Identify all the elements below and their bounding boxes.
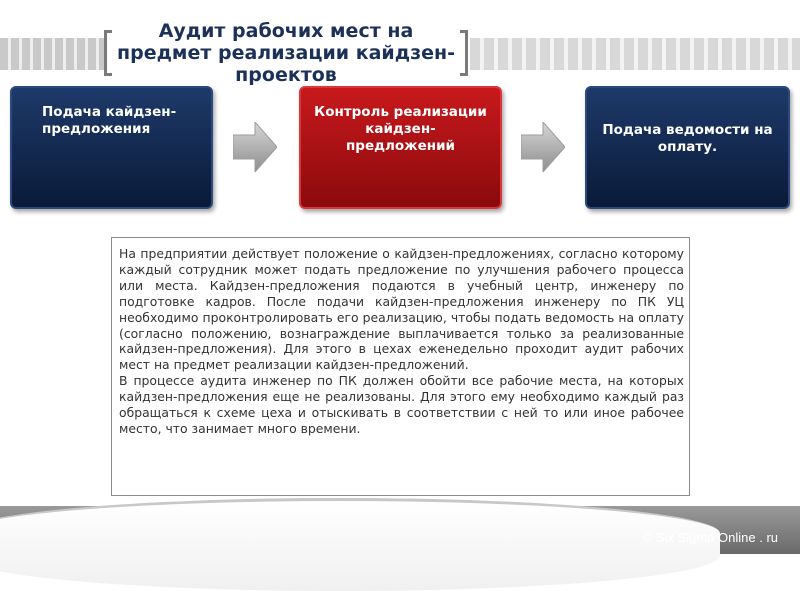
step-box-payment-statement [585, 86, 790, 209]
paragraph: В процессе аудита инженер по ПК должен обойти все рабочие места, на которых кайдзен-предложения еще не реализованы. Для этого ему необходимо каждый раз обращаться к схеме цеха и отыскивать в соответствии с ней то или иное рабочее место, что занимает много времени. [119, 373, 684, 436]
step-label: Подача кайдзен-предложения [42, 104, 177, 137]
step-box-control-implementation [299, 86, 502, 209]
step-label: Подача ведомости на оплату. [602, 122, 773, 155]
arrow-right-icon [233, 122, 277, 172]
paragraph: На предприятии действует положение о кайдзен-предложениях, согласно которому каждый сотрудник может подать предложение по улучшения рабочего процесса или места. Кайдзен-предложения подаются в учебный центр, инженеру по подготовке кадров. После подачи кайдзен-предложения инженеру по ПК УЦ необходимо проконтролировать его реализацию, чтобы подать ведомость на оплату (согласно положению, вознаграждение выплачивается только за реализованные кайдзен-предложения). Для этого в цехах еженедельно проходит аудит рабочих мест на предмет реализации кайдзен-предложений. [119, 246, 684, 373]
footer-copyright: © Six Sigma Online . ru [642, 530, 778, 545]
slide-title: Аудит рабочих мест на предмет реализации кайдзен-проектов [116, 20, 456, 86]
step-box-submit-proposal [10, 86, 213, 209]
title-bracket-right [460, 30, 468, 76]
header-stripes-left [0, 38, 110, 70]
arrow-right-icon [521, 122, 565, 172]
footer-curve [0, 498, 720, 591]
header-stripes-right [470, 38, 800, 70]
step-label: Контроль реализации кайдзен-предложений [314, 104, 487, 154]
description-text-box [111, 237, 690, 496]
title-frame [104, 20, 468, 86]
title-bracket-left [104, 30, 112, 76]
